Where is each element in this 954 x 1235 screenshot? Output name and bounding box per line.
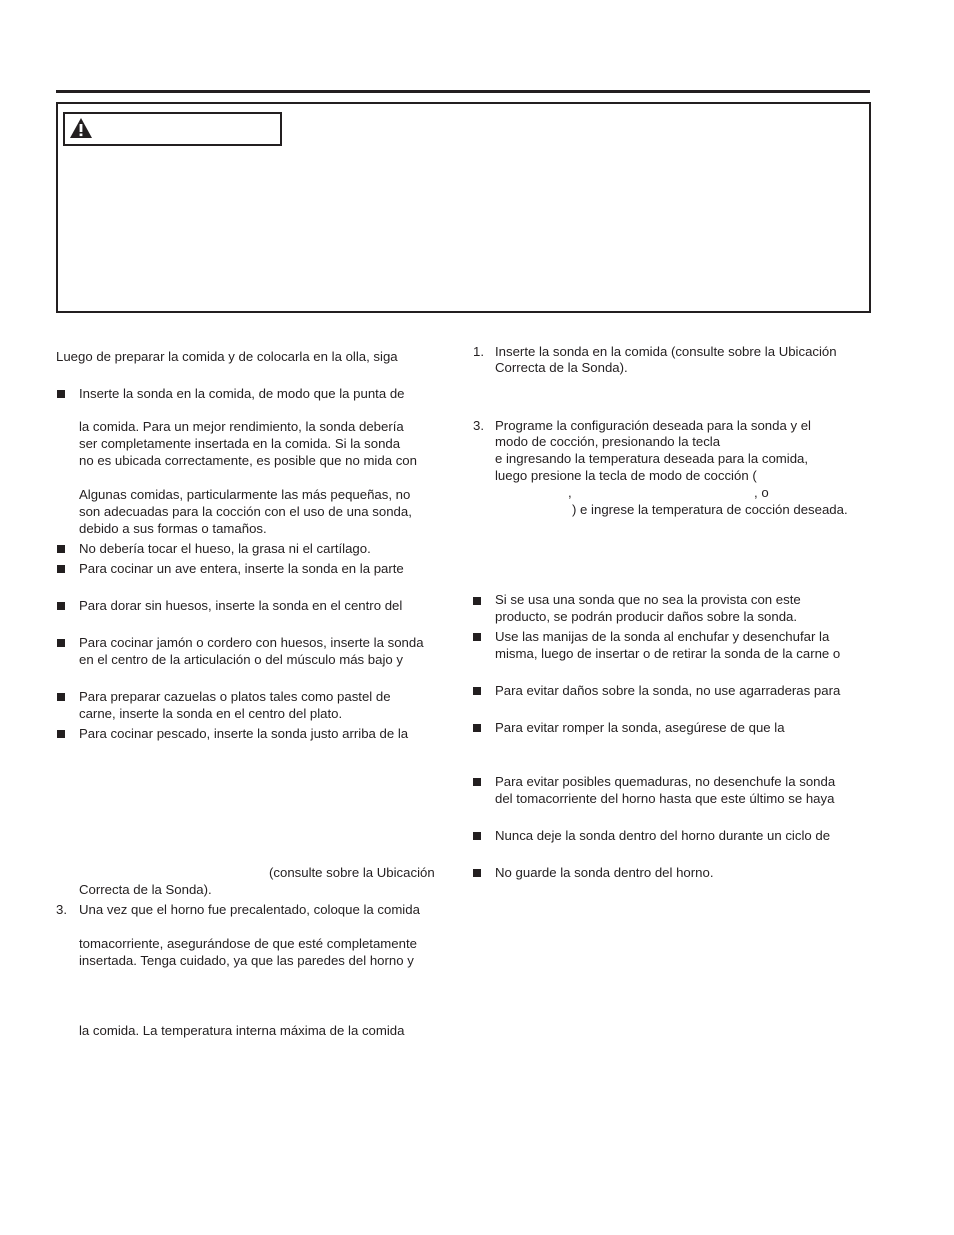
caution-text: No guarde la sonda dentro del horno. (495, 865, 714, 880)
step-text: Correcta de la Sonda). (495, 360, 628, 375)
step-number: 1. (473, 344, 484, 359)
caution-text: Para evitar daños sobre la sonda, no use agarraderas para (495, 683, 841, 698)
caution-text: Si se usa una sonda que no sea la provista con este (495, 592, 801, 607)
bullet-text: ser completamente insertada en la comida. Si la sonda (79, 436, 401, 451)
bullet-marker (57, 390, 65, 398)
step-number: 3. (56, 902, 67, 917)
step-text: tomacorriente, asegurándose de que esté completamente (79, 936, 417, 951)
bullet-marker (473, 869, 481, 877)
bullet-text: Para dorar sin huesos, inserte la sonda en el centro del (79, 598, 403, 613)
warning-box (56, 102, 871, 313)
bullet-text: Para cocinar un ave entera, inserte la sonda en la parte (79, 561, 404, 576)
bullet-text: Para preparar cazuelas o platos tales como pastel de (79, 689, 391, 704)
step-text: , o (754, 485, 769, 500)
step-text: (consulte sobre la Ubicación (269, 865, 435, 880)
bullet-text: No debería tocar el hueso, la grasa ni el cartílago. (79, 541, 371, 556)
bullet-marker (57, 730, 65, 738)
bullet-marker (57, 693, 65, 701)
intro-text: Luego de preparar la comida y de colocarla en la olla, siga (56, 349, 398, 364)
top-rule (56, 90, 870, 93)
bullet-text: Para cocinar jamón o cordero con huesos, inserte la sonda (79, 635, 424, 650)
bullet-marker (57, 602, 65, 610)
step-text: Correcta de la Sonda). (79, 882, 212, 897)
bullet-marker (473, 687, 481, 695)
step-number: 3. (473, 418, 484, 433)
caution-text: producto, se podrán producir daños sobre la sonda. (495, 609, 798, 624)
bullet-marker (473, 633, 481, 641)
caution-text: Use las manijas de la sonda al enchufar y desenchufar la (495, 629, 830, 644)
bullet-marker (473, 597, 481, 605)
bullet-marker (473, 724, 481, 732)
step-text: e ingresando la temperatura deseada para la comida, (495, 451, 809, 466)
bullet-marker (57, 565, 65, 573)
bullet-text: en el centro de la articulación o del músculo más bajo y (79, 652, 404, 667)
bullet-text: la comida. Para un mejor rendimiento, la sonda debería (79, 419, 404, 434)
bullet-marker (473, 778, 481, 786)
bullet-text: son adecuadas para la cocción con el uso de una sonda, (79, 504, 412, 519)
step-text: la comida. La temperatura interna máxima de la comida (79, 1023, 405, 1038)
step-text: insertada. Tenga cuidado, ya que las paredes del horno y (79, 953, 414, 968)
caution-text: del tomacorriente del horno hasta que este último se haya (495, 791, 835, 806)
bullet-marker (473, 832, 481, 840)
bullet-text: Para cocinar pescado, inserte la sonda justo arriba de la (79, 726, 409, 741)
bullet-text: carne, inserte la sonda en el centro del plato. (79, 706, 343, 721)
caution-text: Nunca deje la sonda dentro del horno durante un ciclo de (495, 828, 831, 843)
step-text: , (568, 485, 572, 500)
bullet-text: Inserte la sonda en la comida, de modo que la punta de (79, 386, 405, 401)
bullet-text: no es ubicada correctamente, es posible que no mida con (79, 453, 417, 468)
step-text: ) e ingrese la temperatura de cocción deseada. (572, 502, 848, 517)
step-text: luego presione la tecla de modo de cocción ( (495, 468, 757, 483)
warning-header (63, 112, 282, 146)
step-text: Programe la configuración deseada para la sonda y el (495, 418, 811, 433)
step-text: Inserte la sonda en la comida (consulte sobre la Ubicación (495, 344, 837, 359)
bullet-marker (57, 639, 65, 647)
caution-text: misma, luego de insertar o de retirar la sonda de la carne o (495, 646, 841, 661)
bullet-text: Algunas comidas, particularmente las más pequeñas, no (79, 487, 411, 502)
bullet-text: debido a sus formas o tamaños. (79, 521, 267, 536)
step-text: modo de cocción, presionando la tecla (495, 434, 721, 449)
caution-text: Para evitar posibles quemaduras, no desenchufe la sonda (495, 774, 836, 789)
step-text: Una vez que el horno fue precalentado, coloque la comida (79, 902, 420, 917)
caution-text: Para evitar romper la sonda, asegúrese de que la (495, 720, 785, 735)
warning-triangle-icon (69, 117, 93, 139)
bullet-marker (57, 545, 65, 553)
